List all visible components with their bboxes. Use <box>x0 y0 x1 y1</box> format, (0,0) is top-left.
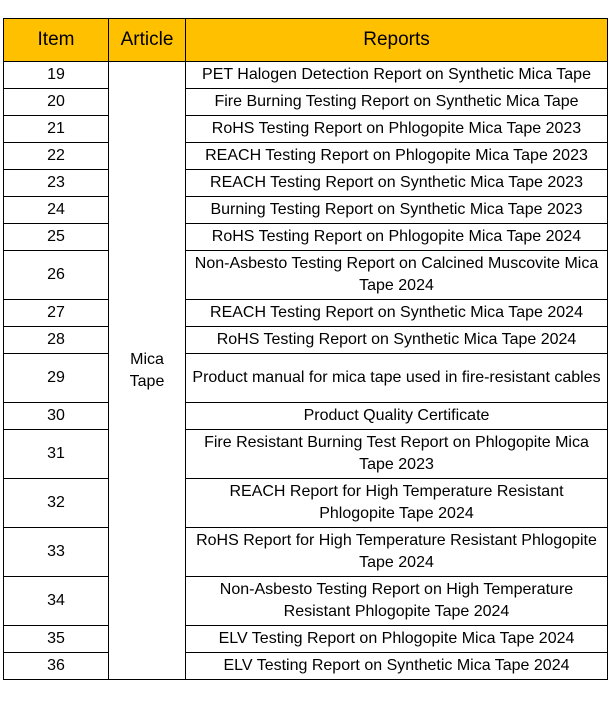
header-row <box>4 19 608 62</box>
item-number: 26 <box>4 251 109 300</box>
item-number: 22 <box>4 143 109 170</box>
report-title: Non-Asbesto Testing Report on High Temperature Resistant Phlogopite Tape 2024 <box>186 577 608 626</box>
item-number: 34 <box>4 577 109 626</box>
header-item: Item <box>4 19 109 62</box>
report-title: REACH Testing Report on Synthetic Mica Tape 2023 <box>186 170 608 197</box>
table-row <box>4 430 608 479</box>
table-row <box>4 62 608 89</box>
report-title: Non-Asbesto Testing Report on Calcined Muscovite Mica Tape 2024 <box>186 251 608 300</box>
item-number: 24 <box>4 197 109 224</box>
table-row <box>4 354 608 403</box>
report-title: REACH Report for High Temperature Resistant Phlogopite Tape 2024 <box>186 479 608 528</box>
article-cell: Mica Tape <box>109 62 186 680</box>
report-title: Fire Burning Testing Report on Synthetic Mica Tape <box>186 89 608 116</box>
table-row <box>4 224 608 251</box>
report-title: ELV Testing Report on Synthetic Mica Tape 2024 <box>186 653 608 680</box>
reports-table <box>3 18 608 680</box>
item-number: 28 <box>4 327 109 354</box>
header-reports: Reports <box>186 19 608 62</box>
item-number: 21 <box>4 116 109 143</box>
table-row <box>4 626 608 653</box>
report-title: Fire Resistant Burning Test Report on Phlogopite Mica Tape 2023 <box>186 430 608 479</box>
item-number: 35 <box>4 626 109 653</box>
item-number: 33 <box>4 528 109 577</box>
item-number: 31 <box>4 430 109 479</box>
table-row <box>4 327 608 354</box>
item-number: 23 <box>4 170 109 197</box>
report-title: REACH Testing Report on Phlogopite Mica Tape 2023 <box>186 143 608 170</box>
item-number: 36 <box>4 653 109 680</box>
table-row <box>4 300 608 327</box>
report-title: Product manual for mica tape used in fire-resistant cables <box>186 354 608 403</box>
table-body <box>4 62 608 680</box>
table-row <box>4 89 608 116</box>
report-title: RoHS Testing Report on Phlogopite Mica Tape 2023 <box>186 116 608 143</box>
report-title: RoHS Report for High Temperature Resistant Phlogopite Tape 2024 <box>186 528 608 577</box>
table-row <box>4 577 608 626</box>
report-title: PET Halogen Detection Report on Synthetic Mica Tape <box>186 62 608 89</box>
item-number: 20 <box>4 89 109 116</box>
table-row <box>4 170 608 197</box>
item-number: 25 <box>4 224 109 251</box>
table-row <box>4 251 608 300</box>
item-number: 27 <box>4 300 109 327</box>
report-title: RoHS Testing Report on Phlogopite Mica Tape 2024 <box>186 224 608 251</box>
table-row <box>4 528 608 577</box>
table-row <box>4 479 608 528</box>
report-title: ELV Testing Report on Phlogopite Mica Tape 2024 <box>186 626 608 653</box>
table-row <box>4 143 608 170</box>
table-row <box>4 653 608 680</box>
table-row <box>4 197 608 224</box>
report-title: Product Quality Certificate <box>186 403 608 430</box>
item-number: 29 <box>4 354 109 403</box>
item-number: 30 <box>4 403 109 430</box>
report-title: REACH Testing Report on Synthetic Mica Tape 2024 <box>186 300 608 327</box>
header-article: Article <box>109 19 186 62</box>
item-number: 32 <box>4 479 109 528</box>
table-row <box>4 403 608 430</box>
report-title: RoHS Testing Report on Synthetic Mica Tape 2024 <box>186 327 608 354</box>
item-number: 19 <box>4 62 109 89</box>
table-row <box>4 116 608 143</box>
report-title: Burning Testing Report on Synthetic Mica Tape 2023 <box>186 197 608 224</box>
